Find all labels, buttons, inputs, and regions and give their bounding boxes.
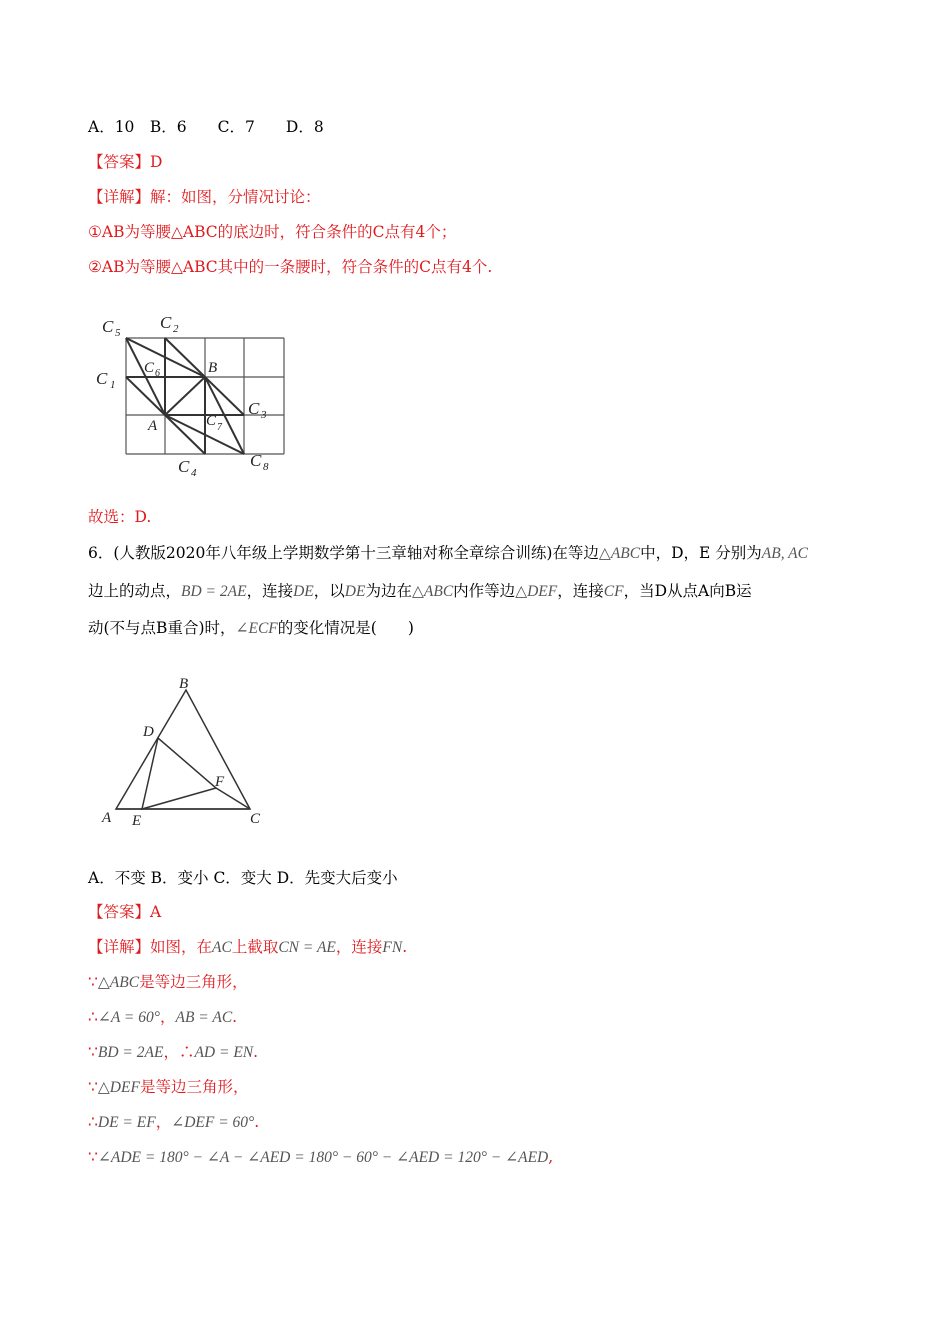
- detail-text: .: [253, 1043, 259, 1061]
- math-ab-ac: AB, AC: [761, 545, 808, 562]
- q6-options: A．不变 B．变小 C．变大 D．先变大后变小: [88, 869, 398, 887]
- math-ac: AC: [212, 939, 232, 956]
- q6-stem-text: ，连接: [557, 582, 604, 600]
- q6-answer: 【答案】A: [88, 903, 162, 921]
- label-c4-sub: 4: [191, 467, 197, 479]
- label-a: A: [148, 418, 158, 434]
- q6-detail-7: [88, 1146, 553, 1169]
- detail-text: ，连接: [335, 938, 383, 956]
- q5-case1: ①AB为等腰△ABC的底边时，符合条件的C点有4个；: [88, 223, 457, 241]
- math-triangle-abc: △ABC: [411, 583, 454, 600]
- q6-stem-text: 动(不与点B重合)时，: [88, 619, 236, 637]
- q6-stem-text: ，以: [313, 582, 345, 600]
- because-symbol: ∵: [88, 1148, 98, 1166]
- q5-options: A．10 B．6 C．7 D．8: [88, 118, 324, 136]
- math-angle-ecf: ∠ECF: [235, 620, 278, 637]
- math-de-ef: DE = EF: [97, 1114, 156, 1131]
- math-ad-en: AD = EN: [194, 1044, 254, 1061]
- math-cn-ae: CN = AE: [278, 939, 336, 956]
- detail-text: .: [402, 938, 408, 956]
- because-symbol: ∵: [88, 1078, 98, 1096]
- q6-detail-1: [88, 936, 407, 959]
- q6-stem-text: 中，D，E 分别为: [640, 544, 762, 562]
- label-c6-sub: 6: [155, 368, 160, 379]
- detail-text: 上截取: [231, 938, 279, 956]
- label-c8: C: [250, 451, 262, 470]
- therefore-symbol: ∴: [88, 1113, 98, 1131]
- label-b: B: [208, 360, 218, 376]
- math-angle-a: ∠A = 60°: [97, 1009, 160, 1026]
- math-de: DE: [293, 583, 314, 600]
- label-a: A: [102, 810, 112, 826]
- detail-text: 【详解】如图，在: [88, 938, 213, 956]
- math-cf: CF: [603, 583, 624, 600]
- math-triangle-abc: △ABC: [97, 974, 140, 991]
- detail-text: ，∴: [163, 1043, 195, 1061]
- because-symbol: ∵: [88, 1043, 98, 1061]
- therefore-symbol: ∴: [88, 1008, 98, 1026]
- q6-stem-text: 6．(人教版2020年八年级上学期数学第十三章轴对称全章综合训练)在等边: [88, 544, 599, 562]
- math-angle-ade: ∠ADE = 180° − ∠A − ∠AED = 180° − 60° − ∠AED = 120° − ∠AED: [97, 1149, 549, 1166]
- label-c6: C: [144, 360, 155, 376]
- detail-text: ，: [159, 1008, 176, 1026]
- q6-stem-text: ，当D从点A向B运: [623, 582, 752, 600]
- label-c7-sub: 7: [217, 422, 222, 433]
- label-c7: C: [206, 413, 217, 429]
- label-c3-sub: 3: [261, 409, 267, 421]
- detail-text: ,: [548, 1148, 554, 1166]
- q6-stem-line1: [88, 542, 808, 565]
- label-b: B: [179, 676, 189, 692]
- q6-detail-6: [88, 1111, 259, 1134]
- detail-text: 是等边三角形，: [139, 1078, 249, 1096]
- q6-stem-text: 为边在: [365, 582, 412, 600]
- label-c3: C: [248, 399, 260, 418]
- label-f: F: [215, 774, 225, 790]
- because-symbol: ∵: [88, 973, 98, 991]
- label-c1-sub: 1: [110, 379, 116, 391]
- q6-stem-text: ，连接: [246, 582, 294, 600]
- q5-conclusion: 故选：D.: [88, 508, 152, 526]
- math-bd-2ae: BD = 2AE: [181, 583, 247, 600]
- q5-answer: 【答案】D: [88, 153, 163, 171]
- q6-detail-3: [88, 1006, 237, 1029]
- math-fn: FN: [382, 939, 403, 956]
- q6-stem-line3: [88, 617, 414, 640]
- label-c5-sub: 5: [115, 327, 121, 339]
- q6-stem-text: 边上的动点，: [88, 582, 182, 600]
- q6-detail-2: [88, 971, 248, 994]
- math-de: DE: [344, 583, 366, 600]
- label-c2-sub: 2: [173, 323, 179, 335]
- q5-case2: ②AB为等腰△ABC其中的一条腰时，符合条件的C点有4个.: [88, 258, 493, 276]
- math-angle-def: ∠DEF = 60°: [171, 1114, 255, 1131]
- q6-stem-line2: [88, 580, 752, 603]
- label-c8-sub: 8: [263, 461, 269, 473]
- q6-detail-4: [88, 1041, 258, 1064]
- label-d: D: [143, 724, 154, 740]
- label-c1: C: [96, 369, 108, 388]
- detail-text: ，: [155, 1113, 172, 1131]
- detail-text: .: [254, 1113, 260, 1131]
- label-e: E: [132, 813, 142, 829]
- math-bd-2ae: BD = 2AE: [97, 1044, 164, 1061]
- detail-text: .: [232, 1008, 238, 1026]
- math-triangle-abc: △ABC: [598, 545, 641, 562]
- label-c: C: [250, 811, 261, 827]
- label-c5: C: [102, 317, 114, 336]
- q6-stem-text: 内作等边: [453, 582, 516, 600]
- q5-grid-figure: [88, 304, 288, 494]
- math-triangle-def: △DEF: [97, 1079, 140, 1096]
- q6-detail-5: [88, 1076, 248, 1099]
- q6-triangle-figure: [90, 670, 290, 830]
- label-c2: C: [160, 313, 172, 332]
- math-triangle-def: △DEF: [515, 583, 558, 600]
- detail-text: 是等边三角形，: [139, 973, 248, 991]
- math-ab-ac: AB = AC: [175, 1009, 233, 1026]
- label-c4: C: [178, 457, 190, 476]
- q5-explain-intro: 【详解】解：如图，分情况讨论：: [88, 188, 321, 206]
- q6-stem-text: 的变化情况是( ): [277, 619, 414, 637]
